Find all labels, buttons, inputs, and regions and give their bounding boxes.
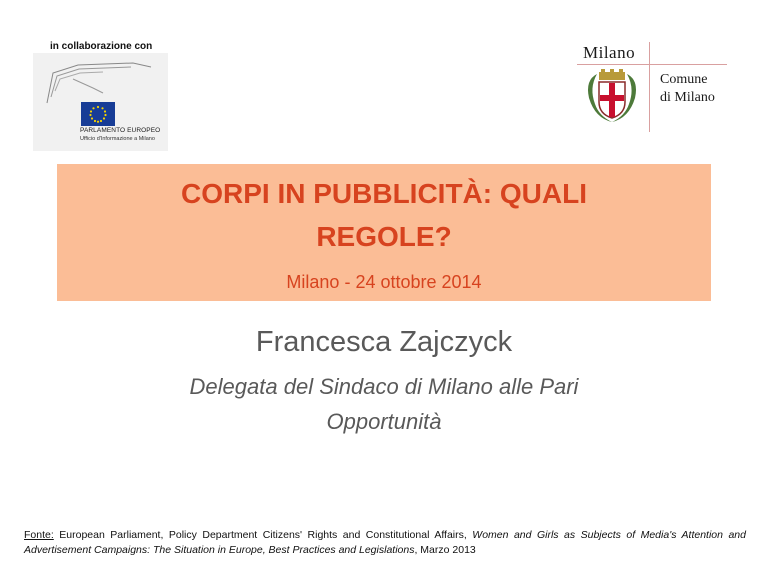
speaker-role-line-2: Opportunità xyxy=(326,409,442,434)
title-line-2: REGOLE? xyxy=(316,221,452,252)
logo-divider-vertical xyxy=(649,42,650,132)
speaker-name: Francesca Zajczyck xyxy=(255,326,513,358)
source-label: Fonte: xyxy=(24,529,54,541)
logo-comune-line1: Comune xyxy=(660,72,708,87)
source-text-1: European Parliament, Policy Department Citizens' Rights and Constitutional Affairs, xyxy=(53,529,473,541)
comune-di-milano-logo xyxy=(577,42,727,132)
milano-crest-icon xyxy=(581,68,643,128)
european-parliament-logo xyxy=(33,53,168,151)
logo-comune-text xyxy=(660,71,715,107)
logo-city-name: Milano xyxy=(583,43,636,62)
logo-divider-horizontal xyxy=(577,64,727,65)
event-date: Milano - 24 ottobre 2014 xyxy=(286,272,482,292)
speaker-role-line-1: Delegata del Sindaco di Milano alle Pari xyxy=(189,374,579,399)
partner-name: PARLAMENTO EUROPEO xyxy=(80,127,161,134)
collaboration-label: in collaborazione con xyxy=(50,41,153,52)
title-line-1: CORPI IN PUBBLICITÀ: QUALI xyxy=(181,178,587,209)
source-citation xyxy=(24,528,746,558)
source-text-2: , Marzo 2013 xyxy=(414,544,476,556)
source-title: Women and Girls as Subjects of Media's Attention and Advertisement Campaigns: The Situation in Europe, Best Practices and Legislations xyxy=(24,529,746,556)
title-banner xyxy=(57,164,711,301)
logo-comune-line2: di Milano xyxy=(660,90,715,105)
partner-office: Ufficio d'Informazione a Milano xyxy=(80,136,155,142)
